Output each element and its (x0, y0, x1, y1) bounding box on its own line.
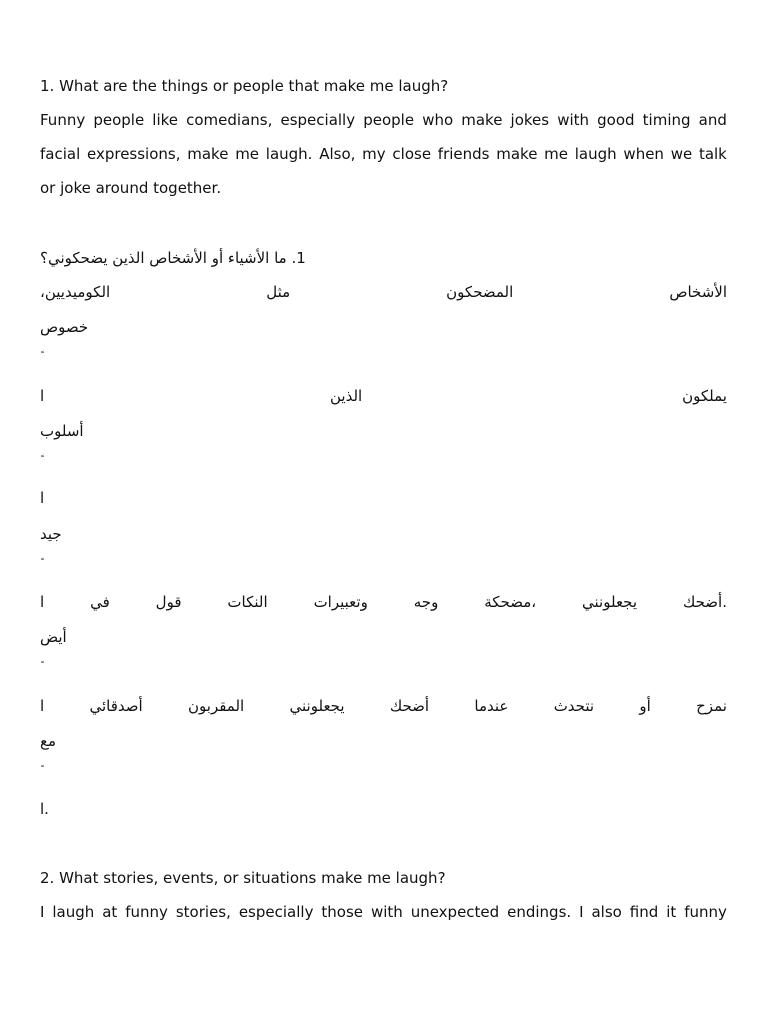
word: when (623, 145, 664, 163)
word: نمزح (696, 697, 727, 715)
word: especially (280, 111, 356, 129)
question-1-arabic-heading (40, 247, 727, 269)
word: we (670, 145, 693, 163)
word: people (363, 111, 415, 129)
word: الذين (330, 387, 363, 405)
word: مثل (266, 283, 291, 301)
word: who (422, 111, 454, 129)
word: friends (437, 145, 490, 163)
word: في (90, 593, 110, 611)
word: make (496, 145, 538, 163)
word: especially (238, 903, 314, 921)
word: funny (684, 903, 727, 921)
word: good (597, 111, 635, 129)
word: عندما (474, 697, 509, 715)
answer-1-line-1 (40, 109, 727, 131)
arabic-row-4-continuation: أيض (40, 628, 67, 646)
diacritic-mark (40, 656, 727, 678)
word: وتعبيرات (313, 593, 368, 611)
word: find (629, 903, 659, 921)
word: ا (40, 697, 45, 715)
word: talk (698, 145, 727, 163)
word: stories, (175, 903, 231, 921)
word: الأشخاص (669, 283, 727, 301)
word: I (40, 903, 45, 921)
word: أضحك. (682, 593, 727, 611)
diacritic-mark (40, 450, 727, 472)
word: أضحك (389, 697, 430, 715)
word: يجعلونني (289, 697, 345, 715)
word: me (544, 145, 569, 163)
arabic-row-2 (40, 385, 727, 407)
arabic-row-1-continuation: خصوص (40, 318, 89, 336)
word: with (370, 903, 403, 921)
word: مضحكة، (484, 593, 537, 611)
word: people (93, 111, 145, 129)
word: at (102, 903, 118, 921)
word: my (362, 145, 386, 163)
answer-2-line-1 (40, 901, 727, 923)
arabic-row-5-continuation: مع (40, 732, 57, 750)
word: and (698, 111, 727, 129)
word: timing (642, 111, 691, 129)
diacritic-mark (40, 760, 727, 782)
word: I (579, 903, 584, 921)
arabic-row-2-continuation: أسلوب (40, 422, 84, 440)
word: it (666, 903, 677, 921)
word: jokes (510, 111, 550, 129)
word: الكوميديين، (40, 283, 111, 301)
word: ا (40, 593, 45, 611)
arabic-row-1 (40, 281, 727, 303)
word: comedians, (186, 111, 273, 129)
word: endings. (507, 903, 572, 921)
word: يجعلونني (582, 593, 638, 611)
word: unexpected (410, 903, 500, 921)
arabic-row-3: ا (40, 489, 45, 507)
word: Also, (319, 145, 356, 163)
arabic-row-6: ا. (40, 800, 49, 818)
word: funny (125, 903, 168, 921)
arabic-row-4 (40, 591, 727, 613)
word: المضحكون (446, 283, 514, 301)
word: also (591, 903, 622, 921)
word: make (187, 145, 229, 163)
word: يملكون (682, 387, 727, 405)
arabic-row-5 (40, 695, 727, 717)
word: those (321, 903, 363, 921)
question-1-heading: 1. What are the things or people that make me laugh? (40, 77, 449, 95)
question-2-heading: 2. What stories, events, or situations make me laugh? (40, 869, 446, 887)
word: أصدقائي (89, 697, 143, 715)
heading-text: 1. ما الأشياء أو الأشخاص الذين يضحكوني؟ (40, 249, 306, 267)
diacritic-mark (40, 553, 727, 575)
word: with (557, 111, 590, 129)
word: like (152, 111, 179, 129)
word: قول (155, 593, 182, 611)
answer-1-line-3: or joke around together. (40, 179, 222, 197)
word: expressions, (87, 145, 181, 163)
word: Funny (40, 111, 86, 129)
word: المقربون (188, 697, 245, 715)
word: laugh (574, 145, 617, 163)
arabic-row-3-continuation: جيد (40, 525, 62, 543)
word: laugh. (265, 145, 313, 163)
diacritic-mark (40, 346, 727, 368)
word: close (392, 145, 432, 163)
word: laugh (52, 903, 95, 921)
answer-1-line-2 (40, 143, 727, 165)
word: النكات (227, 593, 268, 611)
word: me (235, 145, 260, 163)
word: make (461, 111, 503, 129)
word: وجه (413, 593, 439, 611)
word: ا (40, 387, 45, 405)
word: facial (40, 145, 81, 163)
word: أو (639, 697, 651, 715)
word: نتحدث (553, 697, 595, 715)
